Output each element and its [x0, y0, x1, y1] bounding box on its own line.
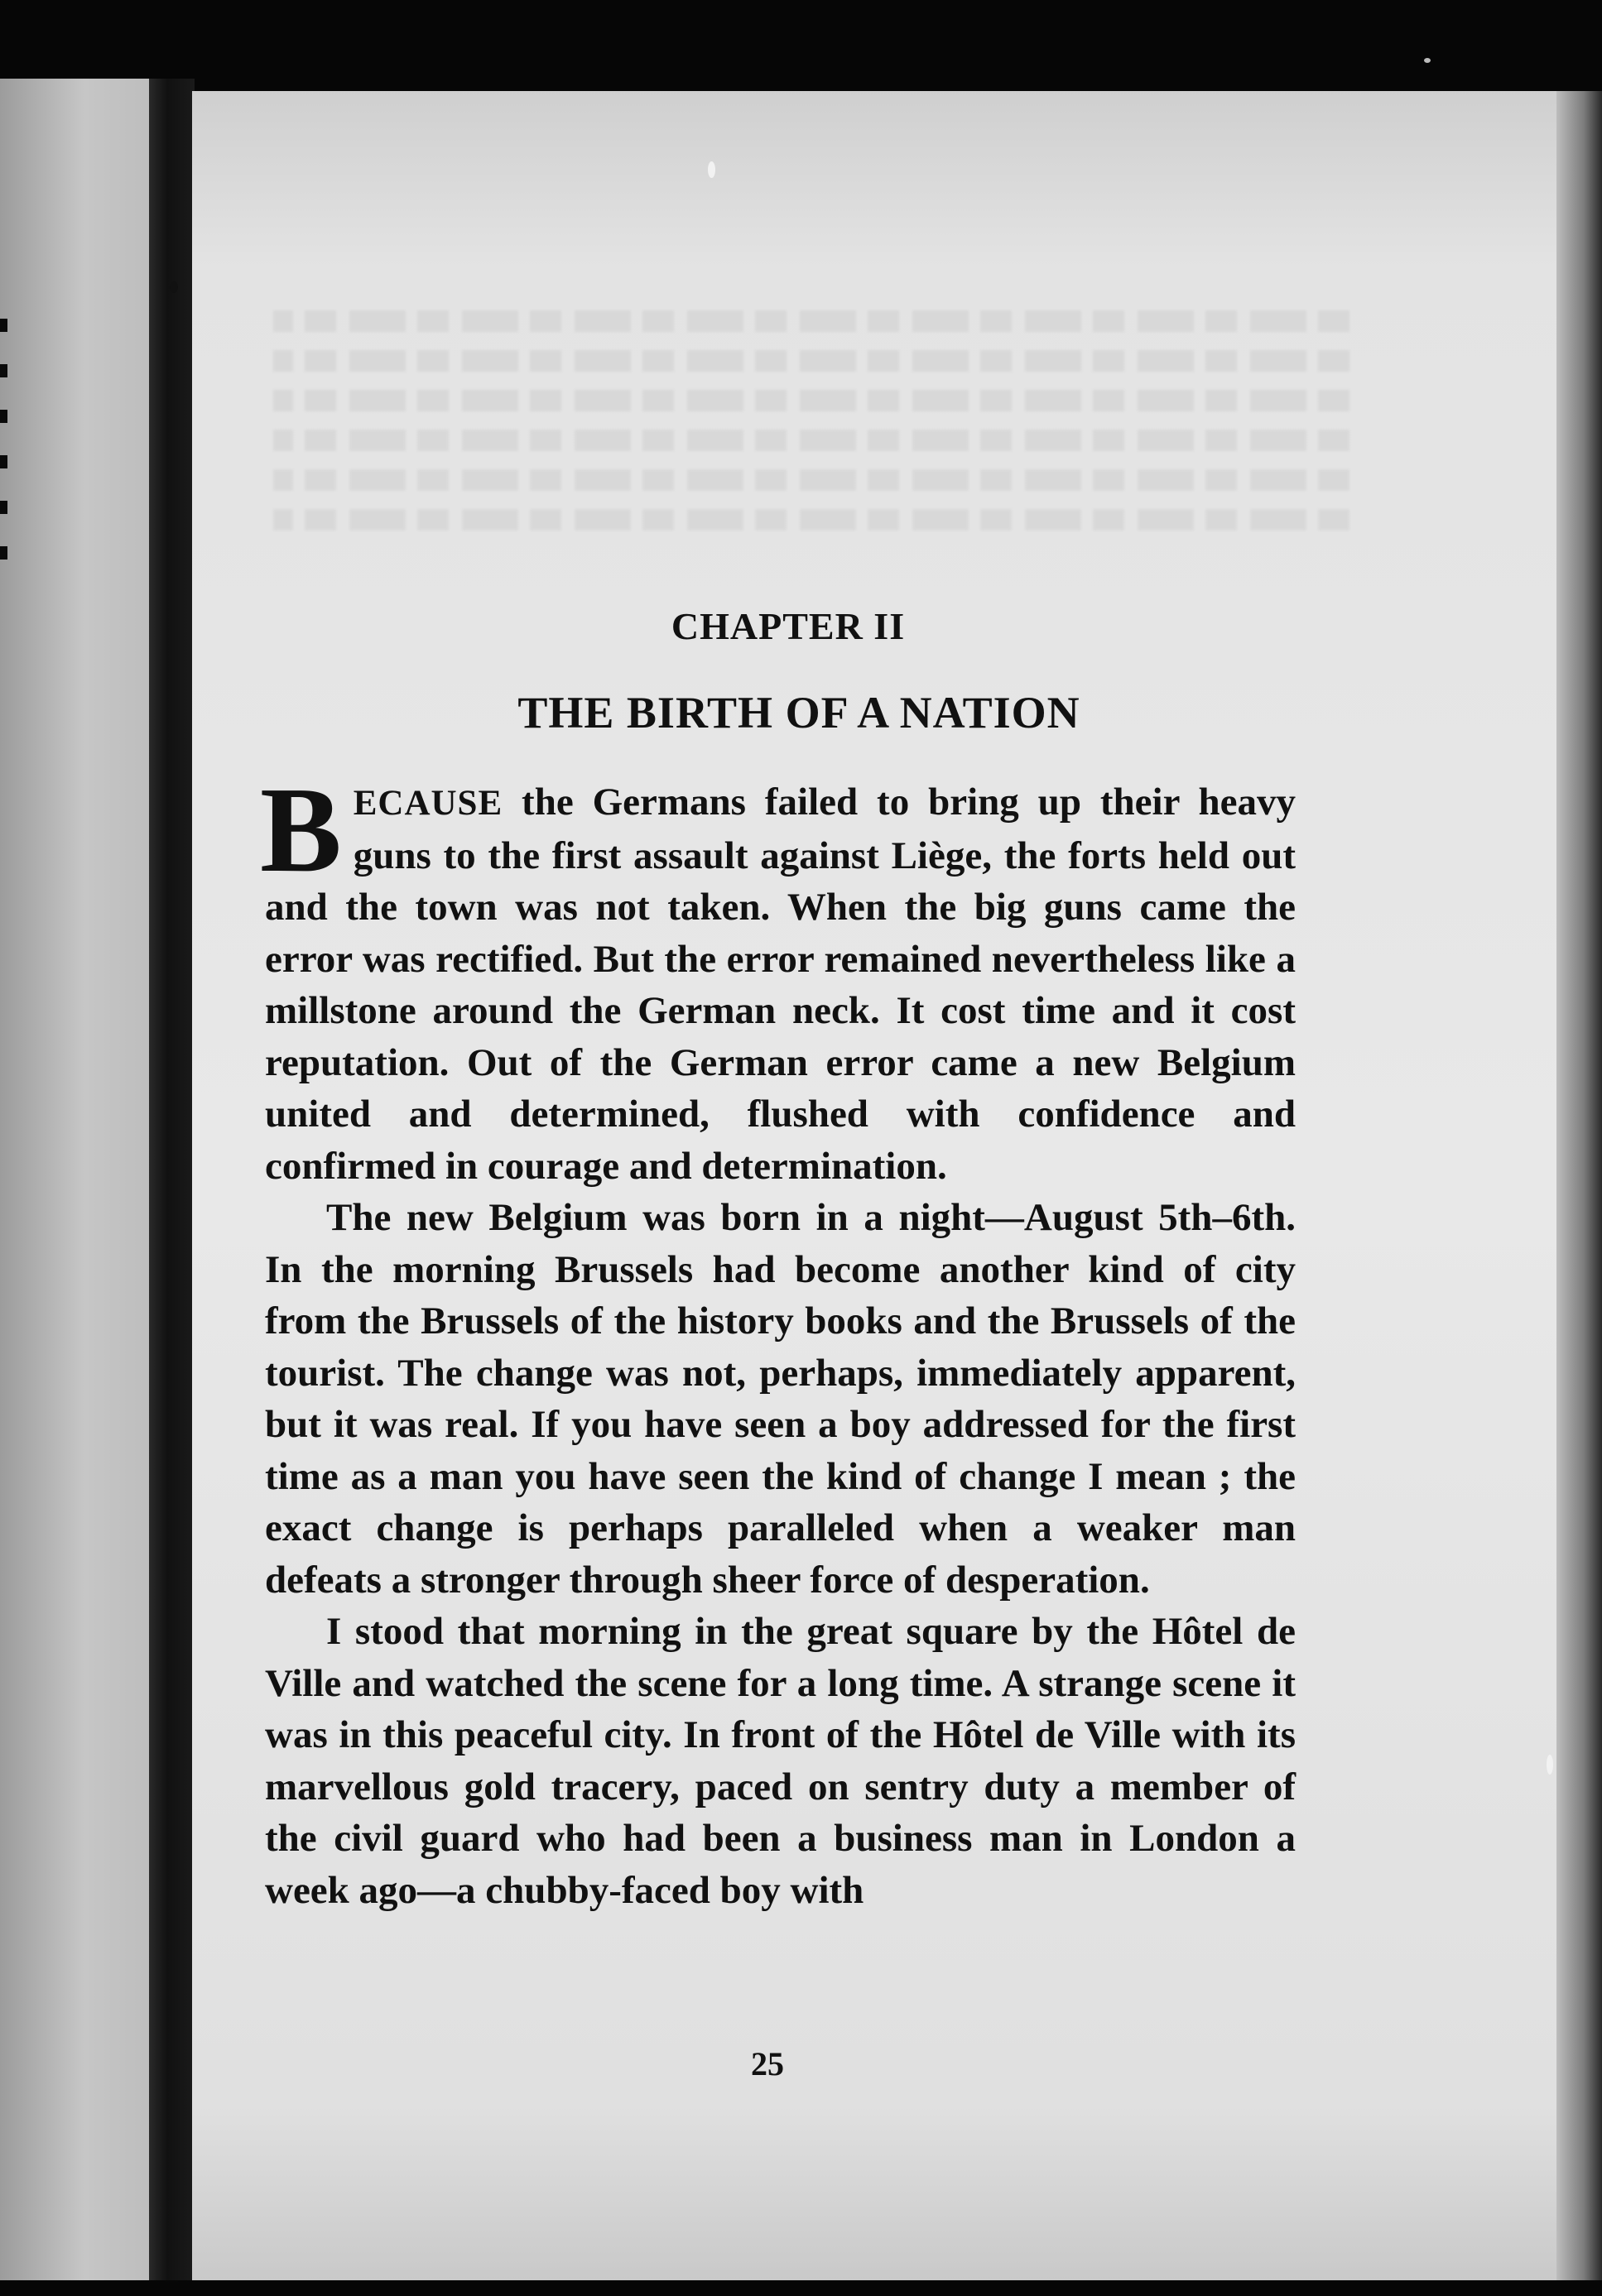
- bleed-line: [273, 390, 1349, 411]
- bleed-line: [273, 469, 1349, 491]
- edge-mark: [0, 455, 7, 468]
- bleed-line: [273, 430, 1349, 451]
- edge-mark: [0, 364, 7, 377]
- body-text: [260, 762, 1296, 1916]
- edge-mark: [0, 501, 7, 514]
- bleed-through-reverse-text: [273, 236, 1349, 625]
- bleed-line: [273, 509, 1349, 531]
- bleed-line: [273, 350, 1349, 372]
- chapter-title: THE BIRTH OF A NATION: [517, 688, 1080, 737]
- paragraph-text: I stood that morning in the great square by the Hôtel de Ville and watched the scene for a long time. A strange scene it was in this peaceful city. In front of the Hôtel de Ville with its marvellous gold tracery, paced on sentry duty a member of the civil guard who had been a business man in London a week ago—a chubby-faced boy with: [265, 1610, 1296, 1912]
- page-number: 25: [751, 2045, 784, 2082]
- edge-mark: [0, 546, 7, 560]
- scan-speck: [1547, 1755, 1553, 1775]
- bleed-line: [273, 310, 1349, 332]
- paragraph-1: [260, 762, 1296, 1192]
- paragraph-text: the Germans failed to bring up their heavy guns to the first assault against Liège, the forts held out and the town was not taken. When the big guns came the error was rectified. But the error remained nevertheless like a millstone around the German neck. It cost time and it cost reputation. Out of the German error came a new Belgium united and determined, flushed with confidence and confirmed in courage and determination.: [265, 781, 1296, 1188]
- drop-cap-letter: B: [260, 762, 342, 898]
- chapter-heading: CHAPTER II: [671, 605, 906, 647]
- paragraph-2: [265, 1192, 1296, 1606]
- paragraph-3: [265, 1606, 1296, 1916]
- binding-gutter: [149, 79, 195, 2280]
- scan-speck: [170, 281, 178, 293]
- paragraph-text: The new Belgium was born in a night—August 5th–6th. In the morning Brussels had become another kind of city from the Brussels of the history books and the Brussels of the tourist. The change was not, perhaps, immediately apparent, but it was real. If you have seen a boy addressed for the first time as a man you have seen the kind of change I mean ; the exact change is perhaps paralleled when a weaker man defeats a stronger through sheer force of desperation.: [265, 1196, 1296, 1602]
- paragraph-lead-word: ECAUSE: [353, 784, 503, 823]
- edge-mark: [0, 410, 7, 423]
- scan-speck: [1424, 58, 1431, 63]
- adjacent-page-edge: [0, 79, 153, 2280]
- edge-mark: [0, 319, 7, 332]
- page-right-edge-shadow: [1556, 91, 1602, 2280]
- scan-speck: [708, 161, 715, 178]
- bleed-running-head: [273, 236, 1349, 291]
